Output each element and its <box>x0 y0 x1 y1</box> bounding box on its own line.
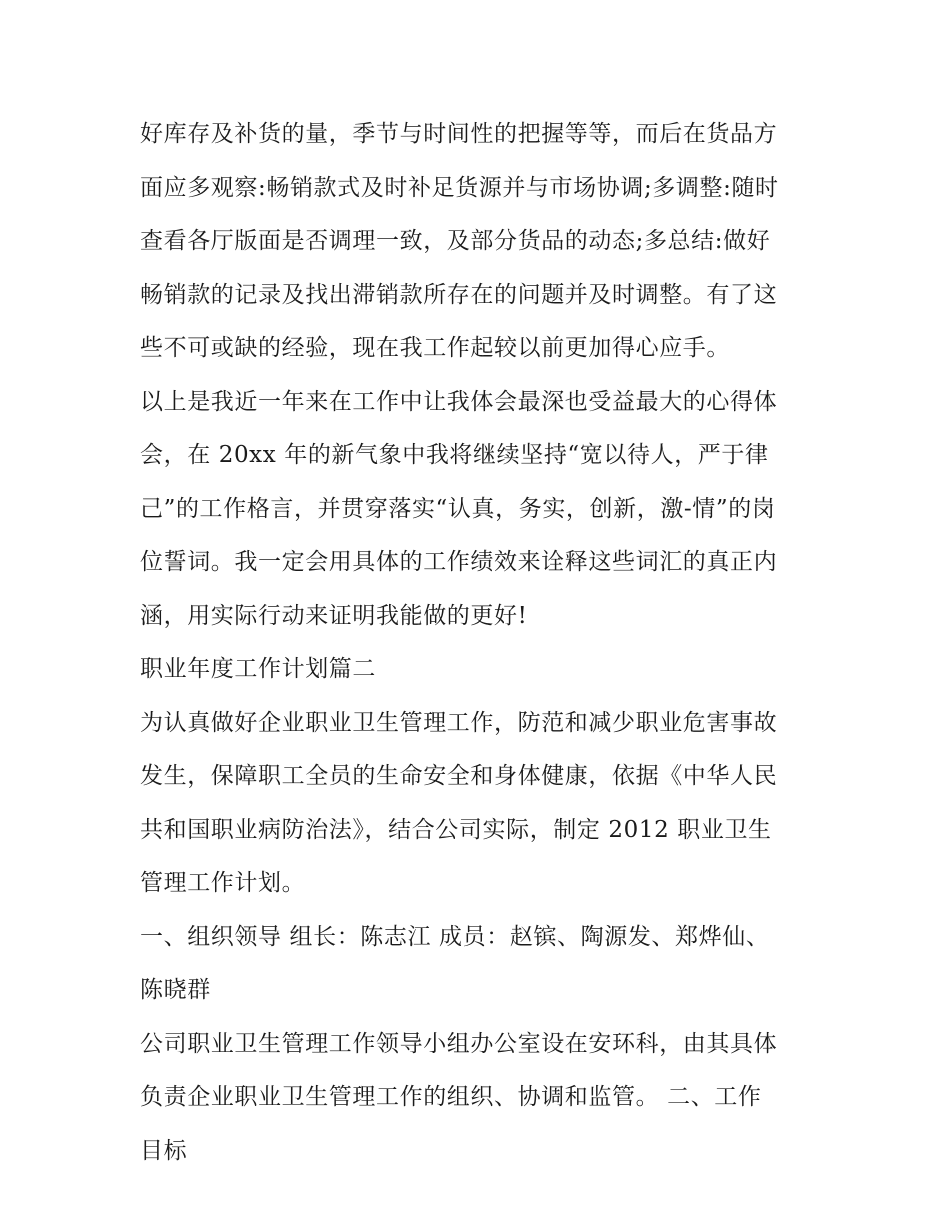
text-line: 畅销款的记录及找出滞销款所存在的问题并及时调整。有了这 <box>140 281 778 308</box>
text-line: 些不可或缺的经验，现在我工作起较以前更加得心应手。 <box>140 335 730 361</box>
document-body <box>140 108 820 1178</box>
text-line: 己”的工作格言，并贯穿落实“认真，务实，创新，激-情”的岗 <box>140 495 776 522</box>
text-line: 管理工作计划。 <box>140 870 306 896</box>
text-line: 负责企业职业卫生管理工作的组织、协调和监管。 二、工作 <box>140 1084 762 1110</box>
text-line: 发生，保障职工全员的生命安全和身体健康，依据《中华人民 <box>140 763 778 789</box>
text-line: 陈晓群 <box>140 977 211 1003</box>
text-line: 为认真做好企业职业卫生管理工作，防范和减少职业危害事故 <box>140 709 778 736</box>
text-line: 以上是我近一年来在工作中让我体会最深也受益最大的心得体 <box>140 388 778 415</box>
text-line: 面应多观察:畅销款式及时补足货源并与市场协调;多调整:随时 <box>140 174 779 201</box>
text-line: 一、组织领导 组长：陈志江 成员：赵镔、陶源发、郑烨仙、 <box>140 923 770 950</box>
text-line: 好库存及补货的量，季节与时间性的把握等等，而后在货品方 <box>140 121 778 147</box>
text-line: 共和国职业病防治法》，结合公司实际，制定 2012 职业卫生 <box>140 816 772 843</box>
text-line: 查看各厅版面是否调理一致，及部分货品的动态;多总结:做好 <box>140 228 771 254</box>
section-heading: 职业年度工作计划篇二 <box>140 656 376 682</box>
text-line: 公司职业卫生管理工作领导小组办公室设在安环科，由其具体 <box>140 1030 778 1057</box>
text-line: 位誓词。我一定会用具体的工作绩效来诠释这些词汇的真正内 <box>140 549 778 575</box>
text-line: 会，在 20xx 年的新气象中我将继续坚持“宽以待人，严于律 <box>140 442 769 468</box>
text-line: 目标 <box>140 1137 188 1164</box>
text-line: 涵，用实际行动来证明我能做的更好! <box>140 602 528 629</box>
